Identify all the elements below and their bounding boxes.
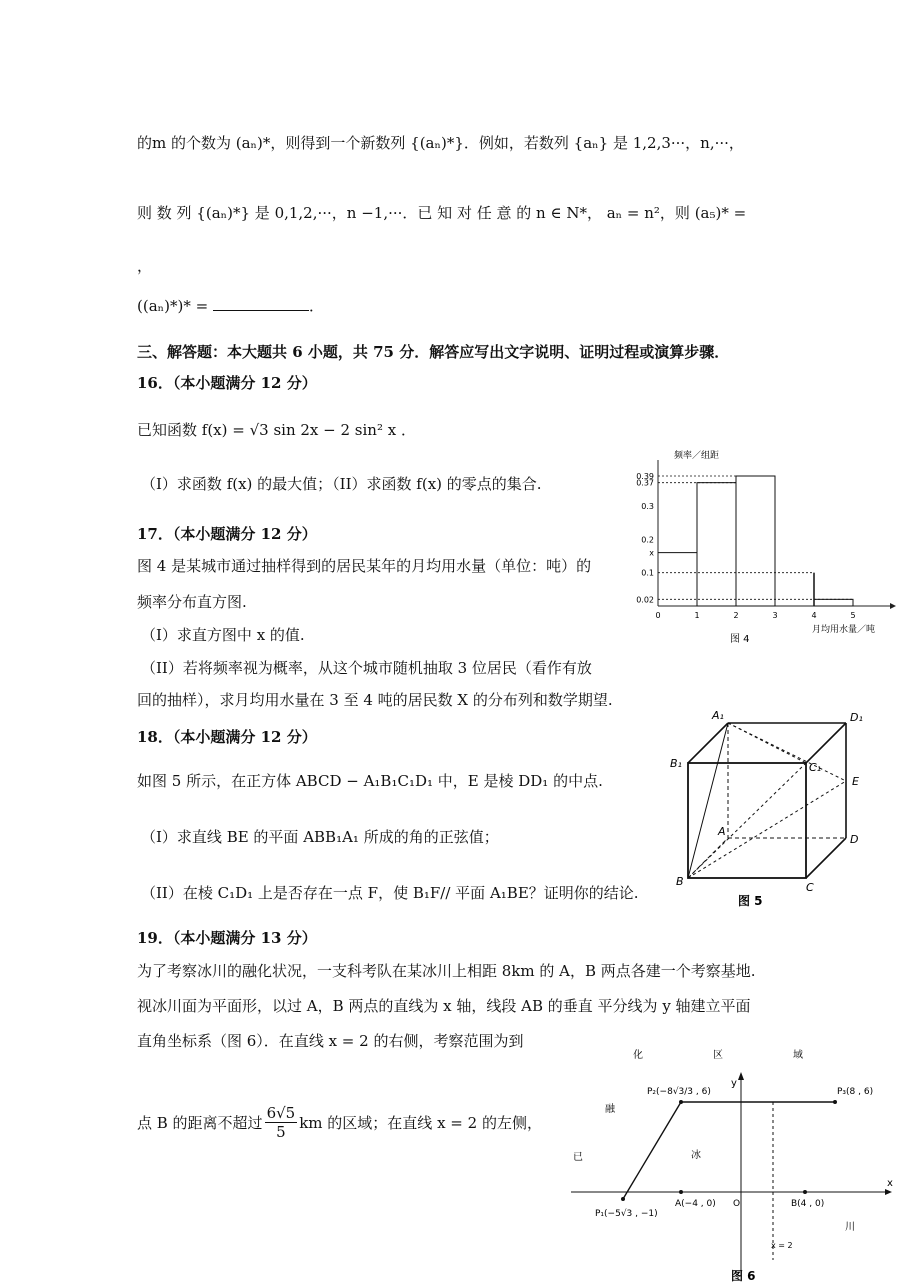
cube-label-e: E bbox=[852, 775, 859, 788]
fig6-label-p1: P₁(−5√3 , −1) bbox=[595, 1209, 658, 1219]
q19-fraction bbox=[265, 1104, 298, 1141]
answer-line bbox=[137, 296, 324, 316]
cube-edge-cd bbox=[806, 838, 846, 878]
fig6-x-arrow bbox=[885, 1189, 892, 1195]
fig6-label-river: 川 bbox=[845, 1222, 855, 1233]
q19-line-3: 直角坐标系（图 6）．在直线 x = 2 的右侧，考察范围为到 bbox=[137, 1032, 524, 1050]
cube-label-b: B bbox=[676, 875, 684, 888]
q16-title: 16．（本小题满分 12 分） bbox=[137, 374, 317, 392]
q17-title: 17．（本小题满分 12 分） bbox=[137, 525, 317, 543]
fig4-xtick-label: 4 bbox=[811, 611, 817, 620]
text-line-1: 的m 的个数为 (aₙ)*，则得到一个新数列 {(aₙ)*}．例如，若数列 {aₙ} 是 1,2,3···，n,···， bbox=[137, 134, 744, 152]
cube-edge-c1d1 bbox=[806, 723, 846, 763]
fig4-ticks bbox=[636, 472, 855, 620]
text-line-2: 则 数 列 {(aₙ)*} 是 0,1,2,···，n −1,···．已 知 对 任 意 的 n ∈ N*， aₙ = n²，则 (a₅)* = bbox=[137, 204, 747, 222]
answer-blank bbox=[213, 296, 309, 311]
q19-line-4-prefix: 点 B 的距离不超过 bbox=[137, 1113, 263, 1132]
fig6-caption: 图 6 bbox=[731, 1269, 756, 1283]
fig6-label-b: B(4 , 0) bbox=[791, 1199, 825, 1209]
q19-fraction-denominator: 5 bbox=[276, 1123, 286, 1141]
q17-line-2: 频率分布直方图. bbox=[137, 593, 247, 611]
q19-line-4 bbox=[137, 1104, 542, 1141]
cube-label-d1: D₁ bbox=[850, 711, 863, 724]
cube-line-bc1 bbox=[688, 763, 806, 878]
q18-line-3: （II）在棱 C₁D₁ 上是否存在一点 F，使 B₁F// 平面 A₁BE？证明你的结论. bbox=[141, 884, 639, 902]
fig6-top-char-1: 化 bbox=[633, 1050, 643, 1061]
fig4-ytick-label: 0.1 bbox=[641, 568, 654, 578]
figure-4-histogram bbox=[620, 440, 900, 650]
fig6-x-label: x bbox=[887, 1178, 893, 1189]
text-line-3: ， bbox=[137, 257, 153, 275]
q19-title: 19．（本小题满分 13 分） bbox=[137, 929, 317, 947]
fig6-label-p3: P₃(8 , 6) bbox=[837, 1087, 874, 1097]
q18-line-2: （I）求直线 BE 的平面 ABB₁A₁ 所成的角的正弦值； bbox=[141, 828, 499, 846]
q17-line-4: （II）若将频率视为概率，从这个城市随机抽取 3 位居民（看作有放 bbox=[141, 659, 592, 677]
cube-edge-b1a1 bbox=[688, 723, 728, 763]
cube-label-b1: B₁ bbox=[670, 757, 682, 770]
fig4-x-arrow bbox=[890, 603, 896, 609]
cube-line-a1b bbox=[688, 723, 728, 878]
fig4-bar-1 bbox=[697, 483, 736, 606]
q19-line-1: 为了考察冰川的融化状况，一支科考队在某冰川上相距 8km 的 A，B 两点各建一个考察基地. bbox=[137, 962, 756, 980]
fig6-y-arrow bbox=[738, 1072, 744, 1080]
q16-parts: （I）求函数 f(x) 的最大值；（II）求函数 f(x) 的零点的集合. bbox=[141, 475, 542, 493]
q17-line-5: 回的抽样），求月均用水量在 3 至 4 吨的居民数 X 的分布列和数学期望. bbox=[137, 691, 613, 709]
q19-line-2: 视冰川面为平面形，以过 A，B 两点的直线为 x 轴，线段 AB 的垂直 平分线为 y 轴建立平面 bbox=[137, 997, 751, 1015]
fig4-ytick-label: 0.39 bbox=[636, 472, 654, 481]
cube-label-a1: A₁ bbox=[712, 709, 724, 722]
fig6-point-p1 bbox=[621, 1197, 625, 1201]
fig6-point-p3 bbox=[833, 1100, 837, 1104]
fig4-ytick-label: 0.2 bbox=[641, 535, 654, 545]
section-3-heading: 三、解答题：本大题共 6 小题，共 75 分．解答应写出文字说明、证明过程或演算步骤． bbox=[137, 343, 730, 361]
fig6-boundary-left bbox=[623, 1102, 681, 1199]
fig4-xtick-label: 1 bbox=[694, 611, 700, 620]
fig4-xtick-label: 2 bbox=[733, 611, 739, 620]
fig4-ytick-label: 0.37 bbox=[636, 478, 654, 488]
fig5-caption: 图 5 bbox=[738, 894, 763, 908]
cube-line-be bbox=[688, 781, 846, 878]
fig4-guides bbox=[658, 476, 853, 599]
fig4-xtick-label: 3 bbox=[772, 611, 778, 620]
q18-title: 18．（本小题满分 12 分） bbox=[137, 728, 317, 746]
figure-5-cube bbox=[668, 705, 878, 910]
fig6-label-p2: P₂(−8√3/3 , 6) bbox=[647, 1087, 711, 1097]
fig6-label-o: O bbox=[733, 1199, 741, 1209]
answer-suffix: ． bbox=[308, 297, 324, 315]
fig4-caption: 图 4 bbox=[730, 634, 750, 645]
fig6-point-p2 bbox=[679, 1100, 683, 1104]
fig4-ytick-label: 0.3 bbox=[641, 502, 654, 511]
cube-label-c1: C₁ bbox=[809, 761, 822, 774]
fig4-bar-2 bbox=[736, 476, 775, 606]
fig4-xtick-label: 0 bbox=[655, 611, 661, 620]
fig4-ytick-label: 0.02 bbox=[636, 595, 654, 605]
fig4-xlabel: 月均用水量／吨 bbox=[812, 625, 876, 635]
cube-label-d: D bbox=[850, 833, 859, 846]
fig6-top-char-2: 区 bbox=[713, 1050, 723, 1061]
fig6-label-already: 已 bbox=[573, 1152, 583, 1163]
fig6-label-x2: x = 2 bbox=[771, 1241, 793, 1250]
fig4-ylabel: 频率／组距 bbox=[674, 451, 720, 461]
fig6-label-a: A(−4 , 0) bbox=[675, 1199, 716, 1209]
q17-line-3: （I）求直方图中 x 的值. bbox=[141, 626, 305, 644]
cube-line-a1c1 bbox=[728, 723, 806, 763]
cube-label-a: A bbox=[718, 825, 726, 838]
q17-line-1: 图 4 是某城市通过抽样得到的居民某年的月均用水量（单位：吨）的 bbox=[137, 557, 592, 575]
fig6-point-a bbox=[679, 1190, 683, 1194]
figure-6-diagram bbox=[565, 1040, 900, 1284]
cube-label-c: C bbox=[806, 881, 814, 894]
q16-statement: 已知函数 f(x) = √3 sin 2x − 2 sin² x ． bbox=[137, 421, 416, 439]
answer-prefix: ((aₙ)*)* = bbox=[137, 297, 209, 315]
fig4-bar-4 bbox=[814, 599, 853, 606]
fig6-y-label: y bbox=[731, 1078, 737, 1089]
fig4-xtick-label: 5 bbox=[850, 611, 856, 620]
q19-fraction-numerator: 6√5 bbox=[266, 1104, 296, 1122]
fig6-label-ice: 冰 bbox=[691, 1150, 701, 1161]
q18-line-1: 如图 5 所示，在正方体 ABCD − A₁B₁C₁D₁ 中，E 是棱 DD₁ 的中点. bbox=[137, 772, 603, 790]
fig4-bars bbox=[658, 476, 853, 606]
fig6-label-melt: 融 bbox=[605, 1104, 615, 1115]
fig4-ytick-label: x bbox=[649, 548, 654, 558]
q19-line-4-suffix: km 的区域；在直线 x = 2 的左侧， bbox=[299, 1113, 542, 1132]
fig6-top-char-3: 域 bbox=[793, 1050, 803, 1061]
fig6-point-b bbox=[803, 1190, 807, 1194]
